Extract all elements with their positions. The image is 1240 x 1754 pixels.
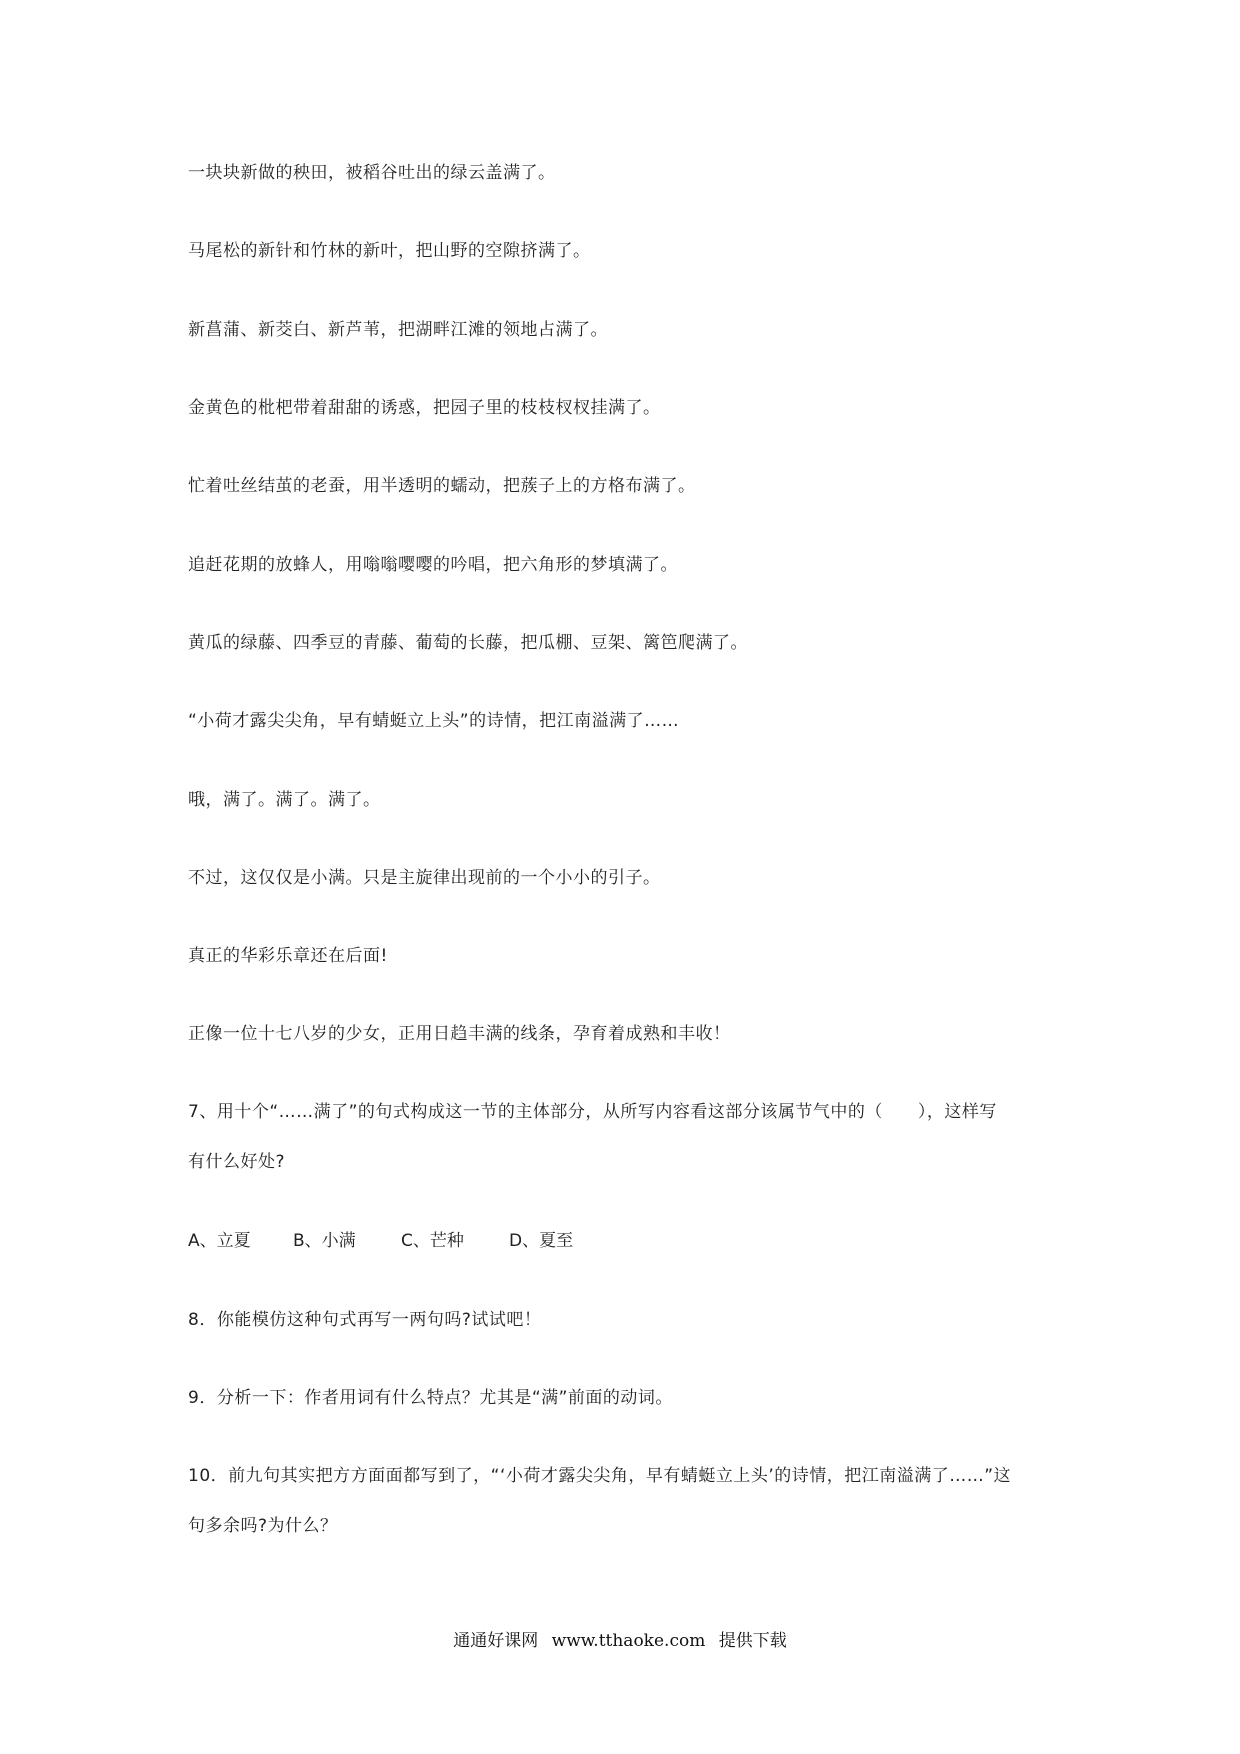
passage-line-2: 马尾松的新针和竹林的新叶，把山野的空隙挤满了。 [188,241,591,261]
question-7-options [188,1229,573,1253]
option-c: C、芒种 [401,1231,464,1251]
footer-suffix: 提供下载 [718,1631,787,1651]
passage-line-11: 真正的华彩乐章还在后面! [188,946,388,966]
passage-line-10: 不过，这仅仅是小满。只是主旋律出现前的一个小小的引子。 [188,868,661,888]
passage-line-8: “小荷才露尖尖角，早有蜻蜓立上头”的诗情，把江南溢满了…… [188,711,680,731]
option-b: B、小满 [293,1231,356,1251]
question-7-line-1: 7、用十个“……满了”的句式构成这一节的主体部分，从所写内容看这部分该属节气中的（ ），这样写 [188,1102,997,1122]
footer-url[interactable]: www.tthaoke.com [551,1631,706,1651]
passage-line-3: 新菖蒲、新茭白、新芦苇，把湖畔江滩的领地占满了。 [188,320,608,340]
question-8: 8．你能模仿这种句式再写一两句吗?试试吧！ [188,1310,542,1330]
page-footer [0,1629,1240,1653]
question-10-line-1: 10．前九句其实把方方面面都写到了，“‘小荷才露尖尖角，早有蜻蜓立上头’的诗情，把江南溢满了……”这 [188,1466,1012,1486]
passage-line-12: 正像一位十七八岁的少女，正用日趋丰满的线条，孕育着成熟和丰收！ [188,1024,731,1044]
passage-line-7: 黄瓜的绿藤、四季豆的青藤、葡萄的长藤，把瓜棚、豆架、篱笆爬满了。 [188,633,748,653]
option-a: A、立夏 [188,1231,251,1251]
footer-site-name: 通通好课网 [453,1631,539,1651]
question-7-line-2: 有什么好处? [188,1152,286,1172]
passage-line-4: 金黄色的枇杷带着甜甜的诱惑，把园子里的枝枝杈杈挂满了。 [188,398,661,418]
option-d: D、夏至 [509,1231,574,1251]
passage-line-6: 追赶花期的放蜂人，用嗡嗡嘤嘤的吟唱，把六角形的梦填满了。 [188,555,678,575]
passage-line-1: 一块块新做的秧田，被稻谷吐出的绿云盖满了。 [188,163,556,183]
question-10-line-2: 句多余吗?为什么？ [188,1516,338,1536]
passage-line-5: 忙着吐丝结茧的老蚕，用半透明的蠕动，把蔟子上的方格布满了。 [188,476,696,496]
passage-line-9: 哦，满了。满了。满了。 [188,790,381,810]
question-9: 9．分析一下：作者用词有什么特点？尤其是“满”前面的动词。 [188,1388,673,1408]
